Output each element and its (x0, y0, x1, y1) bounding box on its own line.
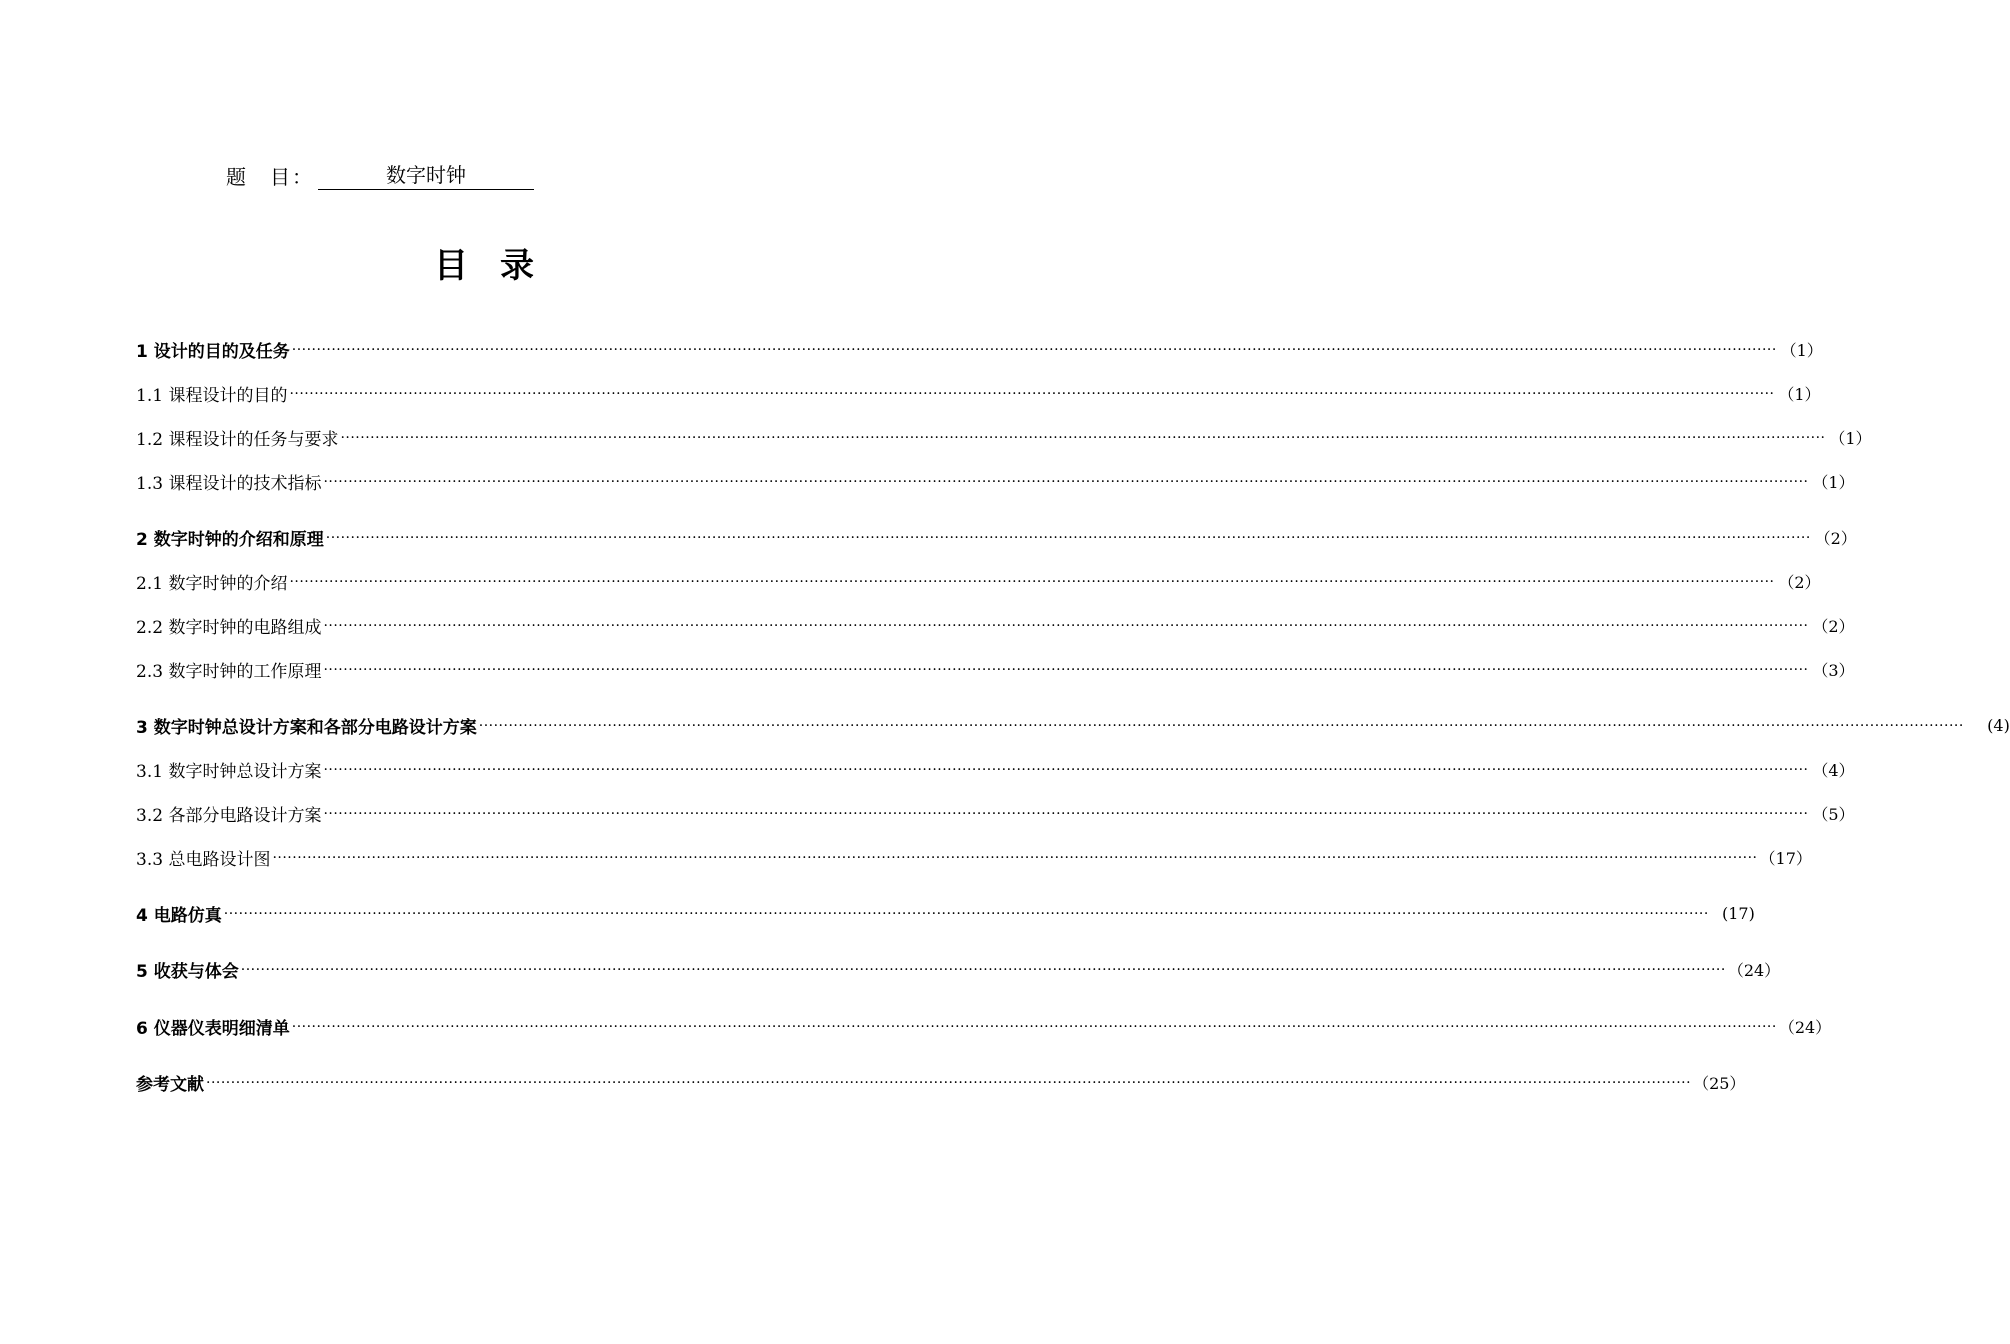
toc-entry-page: （25） (1693, 1073, 1746, 1093)
toc-entry-page: （1） (1812, 472, 1855, 492)
toc-entry-label: 2.3 数字时钟的工作原理 (136, 661, 322, 682)
toc-entry-page: （5） (1812, 804, 1855, 824)
toc-entry-label: 1.3 课程设计的技术指标 (136, 473, 322, 494)
toc-entry-page: （24） (1778, 1017, 1832, 1037)
toc-leader-dots: ············································································································································································································································································································ (272, 850, 1758, 866)
toc-entry-page: （2） (1778, 572, 1821, 592)
toc-leader-dots: ············································································································································································································································································································ (323, 474, 1809, 490)
toc-entry-label: 3 数字时钟总设计方案和各部分电路设计方案 (136, 717, 477, 738)
toc-entry[interactable] (136, 900, 1755, 926)
toc-leader-dots: ············································································································································································································································································································ (340, 430, 1826, 446)
toc-entry-label: 3.3 总电路设计图 (136, 849, 271, 870)
toc-leader-dots: ············································································································································································································································································································ (323, 762, 1809, 778)
topic-label: 题 目： (226, 165, 314, 189)
toc-entry-label: 1 设计的目的及任务 (136, 341, 290, 362)
toc-entry-label: 1.1 课程设计的目的 (136, 385, 288, 406)
toc-entry-page: （24） (1727, 960, 1781, 980)
toc-entry[interactable] (136, 380, 1821, 406)
toc-entry-page: （3） (1812, 660, 1855, 680)
toc-entry[interactable] (136, 1013, 1832, 1039)
toc-entry[interactable] (136, 956, 1781, 982)
toc-entry-label: 5 收获与体会 (136, 961, 239, 982)
toc-leader-dots: ············································································································································································································································································································ (289, 574, 1775, 590)
toc-entry-label: 4 电路仿真 (136, 905, 222, 926)
toc-leader-dots: ············································································································································································································································································································ (289, 386, 1775, 402)
toc-entry-page: （4） (1812, 760, 1855, 780)
toc-entry-label: 2.1 数字时钟的介绍 (136, 573, 288, 594)
topic-value: 数字时钟 (318, 162, 534, 190)
toc-entry-label: 1.2 课程设计的任务与要求 (136, 429, 339, 450)
toc-entry[interactable] (136, 756, 1855, 782)
toc-entry[interactable] (136, 800, 1855, 826)
toc-entry-label: 2.2 数字时钟的电路组成 (136, 617, 322, 638)
toc-leader-dots: ············································································································································································································································································································ (291, 1019, 1777, 1035)
toc-leader-dots: ············································································································································································································································································································ (323, 806, 1809, 822)
topic-line (226, 160, 534, 190)
toc-entry-page: （2） (1814, 528, 1857, 548)
toc-entry[interactable] (136, 468, 1855, 494)
page-title: 目录 (434, 246, 566, 286)
toc-entry-page: (17) (1721, 903, 1755, 923)
toc-leader-dots: ············································································································································································································································································································ (325, 530, 1811, 546)
toc-entry[interactable] (136, 844, 1812, 870)
toc-entry-page: (4) (1987, 715, 2010, 735)
toc-entry-page: （1） (1780, 340, 1823, 360)
toc-leader-dots: ············································································································································································································································································································ (323, 618, 1809, 634)
toc-entry-page: （2） (1812, 616, 1855, 636)
toc-leader-dots: ············································································································································································································································································································ (323, 662, 1809, 678)
toc-entry[interactable] (136, 336, 1823, 362)
toc-entry-label: 参考文献 (136, 1074, 204, 1095)
toc-entry-page: （1） (1829, 428, 1872, 448)
toc-leader-dots: ············································································································································································································································································································ (223, 906, 1709, 922)
toc-entry-label: 2 数字时钟的介绍和原理 (136, 529, 324, 550)
toc-entry[interactable] (136, 712, 2010, 738)
toc-leader-dots: ············································································································································································································································································································ (478, 718, 1964, 734)
toc-entry-label: 6 仪器仪表明细清单 (136, 1018, 290, 1039)
toc-leader-dots: ············································································································································································································································································································ (240, 962, 1726, 978)
toc-entry[interactable] (136, 568, 1821, 594)
toc-entry-label: 3.1 数字时钟总设计方案 (136, 761, 322, 782)
toc-entry[interactable] (136, 1069, 1746, 1095)
toc-leader-dots: ············································································································································································································································································································ (206, 1075, 1692, 1091)
toc-entry-label: 3.2 各部分电路设计方案 (136, 805, 322, 826)
toc-leader-dots: ············································································································································································································································································································ (291, 342, 1777, 358)
toc-entry[interactable] (136, 424, 1872, 450)
toc-entry[interactable] (136, 656, 1855, 682)
toc-entry[interactable] (136, 524, 1857, 550)
toc-entry-page: （1） (1778, 384, 1821, 404)
toc-entry[interactable] (136, 612, 1855, 638)
toc-entry-page: （17） (1759, 848, 1812, 868)
